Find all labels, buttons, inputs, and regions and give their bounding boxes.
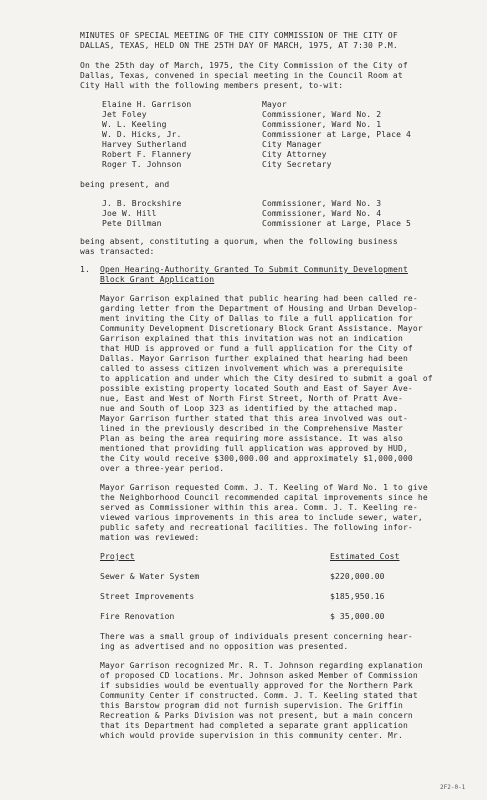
present-title: Commissioner at Large, Place 4 bbox=[262, 130, 411, 139]
present-name: Jet Foley bbox=[102, 110, 147, 119]
absent-note-line-2: was transacted: bbox=[80, 247, 155, 256]
absent-name: Joe W. Hill bbox=[102, 209, 157, 218]
para2-line: the Neighborhood Council recommended capital improvements since he bbox=[100, 493, 428, 502]
para1-line: ment inviting the City of Dallas to file a full application for bbox=[100, 314, 413, 323]
present-title: Commissioner, Ward No. 1 bbox=[262, 120, 382, 129]
item-title-line-1: Open Hearing-Authority Granted To Submit Community Development bbox=[100, 265, 408, 274]
para2-line: mation was reviewed: bbox=[100, 533, 200, 542]
para1-line: Plan as being the area requiring more assistance. It was also bbox=[100, 434, 403, 443]
para1-line: nue, East and West of North First Street, North of Pratt Ave- bbox=[100, 394, 403, 403]
absent-name: J. B. Brockshire bbox=[102, 199, 182, 208]
item-title-line-2: Block Grant Application bbox=[100, 275, 215, 284]
para4-line: if subsidies would be eventually approved for the Northern Park bbox=[100, 681, 413, 690]
present-name: Robert F. Flannery bbox=[102, 150, 192, 159]
present-name: Harvey Sutherland bbox=[102, 140, 187, 149]
para1-line: Mayor Garrison explained that public hearing had been called re- bbox=[100, 294, 418, 303]
para1-line: lined in the previously described in the Comprehensive Master bbox=[100, 424, 403, 433]
para1-line: that HUD is approved or fund a full application for the City of bbox=[100, 344, 413, 353]
para3-line: ing as advertised and no opposition was presented. bbox=[100, 642, 349, 651]
intro-line-1: On the 25th day of March, 1975, the City Commission of the City of bbox=[80, 61, 408, 70]
table-row-cost: $185,950.16 bbox=[330, 592, 385, 601]
para1-line: Garrison explained that this invitation was not an indication bbox=[100, 334, 403, 343]
para4-line: this Barstow program did not furnish supervision. The Griffin bbox=[100, 701, 403, 710]
table-row-project: Street Improvements bbox=[100, 592, 195, 601]
para1-line: called to assess citizen involvement which was a prerequisite bbox=[100, 364, 403, 373]
para1-line: nue and South of Loop 323 as identified by the attached map. bbox=[100, 404, 398, 413]
present-name: Elaine H. Garrison bbox=[102, 100, 192, 109]
table-row-project: Fire Renovation bbox=[100, 612, 175, 621]
para2-line: Mayor Garrison requested Comm. J. T. Keeling of Ward No. 1 to give bbox=[100, 483, 428, 492]
para3-line: There was a small group of individuals present concerning hear- bbox=[100, 632, 413, 641]
heading-line-2: DALLAS, TEXAS, HELD ON THE 25TH DAY OF MARCH, 1975, AT 7:30 P.M. bbox=[80, 41, 398, 50]
para4-line: which would provide supervision in this community center. Mr. bbox=[100, 731, 403, 740]
absent-name: Pete Dillman bbox=[102, 219, 162, 228]
para1-line: the City would receive $300,000.00 and approximately $1,000,000 bbox=[100, 454, 413, 463]
table-row-cost: $220,000.00 bbox=[330, 572, 385, 581]
para2-line: served as Commissioner within this area. Comm. J. T. Keeling re- bbox=[100, 503, 418, 512]
para1-line: possible existing property located South and East of Sayer Ave- bbox=[100, 384, 413, 393]
heading-line-1: MINUTES OF SPECIAL MEETING OF THE CITY COMMISSION OF THE CITY OF bbox=[80, 31, 398, 40]
present-title: Commissioner, Ward No. 2 bbox=[262, 110, 382, 119]
absent-title: Commissioner at Large, Place 5 bbox=[262, 219, 411, 228]
present-name: Roger T. Johnson bbox=[102, 160, 182, 169]
para2-line: viewed various improvements in this area to include sewer, water, bbox=[100, 513, 423, 522]
para1-line: mentioned that providing full application was approved by HUD, bbox=[100, 444, 408, 453]
table-row-cost: $ 35,000.00 bbox=[330, 612, 385, 621]
present-title: City Attorney bbox=[262, 150, 327, 159]
present-title: City Manager bbox=[262, 140, 322, 149]
absent-title: Commissioner, Ward No. 4 bbox=[262, 209, 382, 218]
absent-note-line-1: being absent, constituting a quorum, when the following business bbox=[80, 237, 398, 246]
para4-line: that its Department had completed a separate grant application bbox=[100, 721, 408, 730]
para1-line: Community Development Discretionary Block Grant Assistance. Mayor bbox=[100, 324, 423, 333]
para1-line: Mayor Garrison further stated that this area involved was out- bbox=[100, 414, 408, 423]
para4-line: of proposed CD locations. Mr. Johnson asked Member of Commission bbox=[100, 671, 418, 680]
para2-line: public safety and recreational facilities. The following infor- bbox=[100, 523, 413, 532]
item-number: 1. bbox=[80, 265, 90, 274]
para4-line: Recreation & Parks Division was not present, but a main concern bbox=[100, 711, 413, 720]
intro-line-3: City Hall with the following members present, to-wit: bbox=[80, 81, 344, 90]
page-stamp: 2F2-0-1 bbox=[440, 784, 466, 791]
para4-line: Mayor Garrison recognized Mr. R. T. Johnson regarding explanation bbox=[100, 661, 423, 670]
para1-line: over a three-year period. bbox=[100, 464, 225, 473]
para1-line: Dallas. Mayor Garrison further explained that hearing had been bbox=[100, 354, 408, 363]
present-title: City Secretary bbox=[262, 160, 332, 169]
table-header-cost: Estimated Cost bbox=[330, 552, 400, 561]
present-name: W. D. Hicks, Jr. bbox=[102, 130, 182, 139]
being-present-note: being present, and bbox=[80, 180, 170, 189]
intro-line-2: Dallas, Texas, convened in special meeting in the Council Room at bbox=[80, 71, 403, 80]
table-header-project: Project bbox=[100, 552, 135, 561]
present-title: Mayor bbox=[262, 100, 287, 109]
table-row-project: Sewer & Water System bbox=[100, 572, 200, 581]
para1-line: garding letter from the Department of Housing and Urban Develop- bbox=[100, 304, 418, 313]
para4-line: Community Center if constructed. Comm. J. T. Keeling stated that bbox=[100, 691, 418, 700]
para1-line: to application and under which the City desired to submit a goal of bbox=[100, 374, 433, 383]
present-name: W. L. Keeling bbox=[102, 120, 167, 129]
absent-title: Commissioner, Ward No. 3 bbox=[262, 199, 382, 208]
